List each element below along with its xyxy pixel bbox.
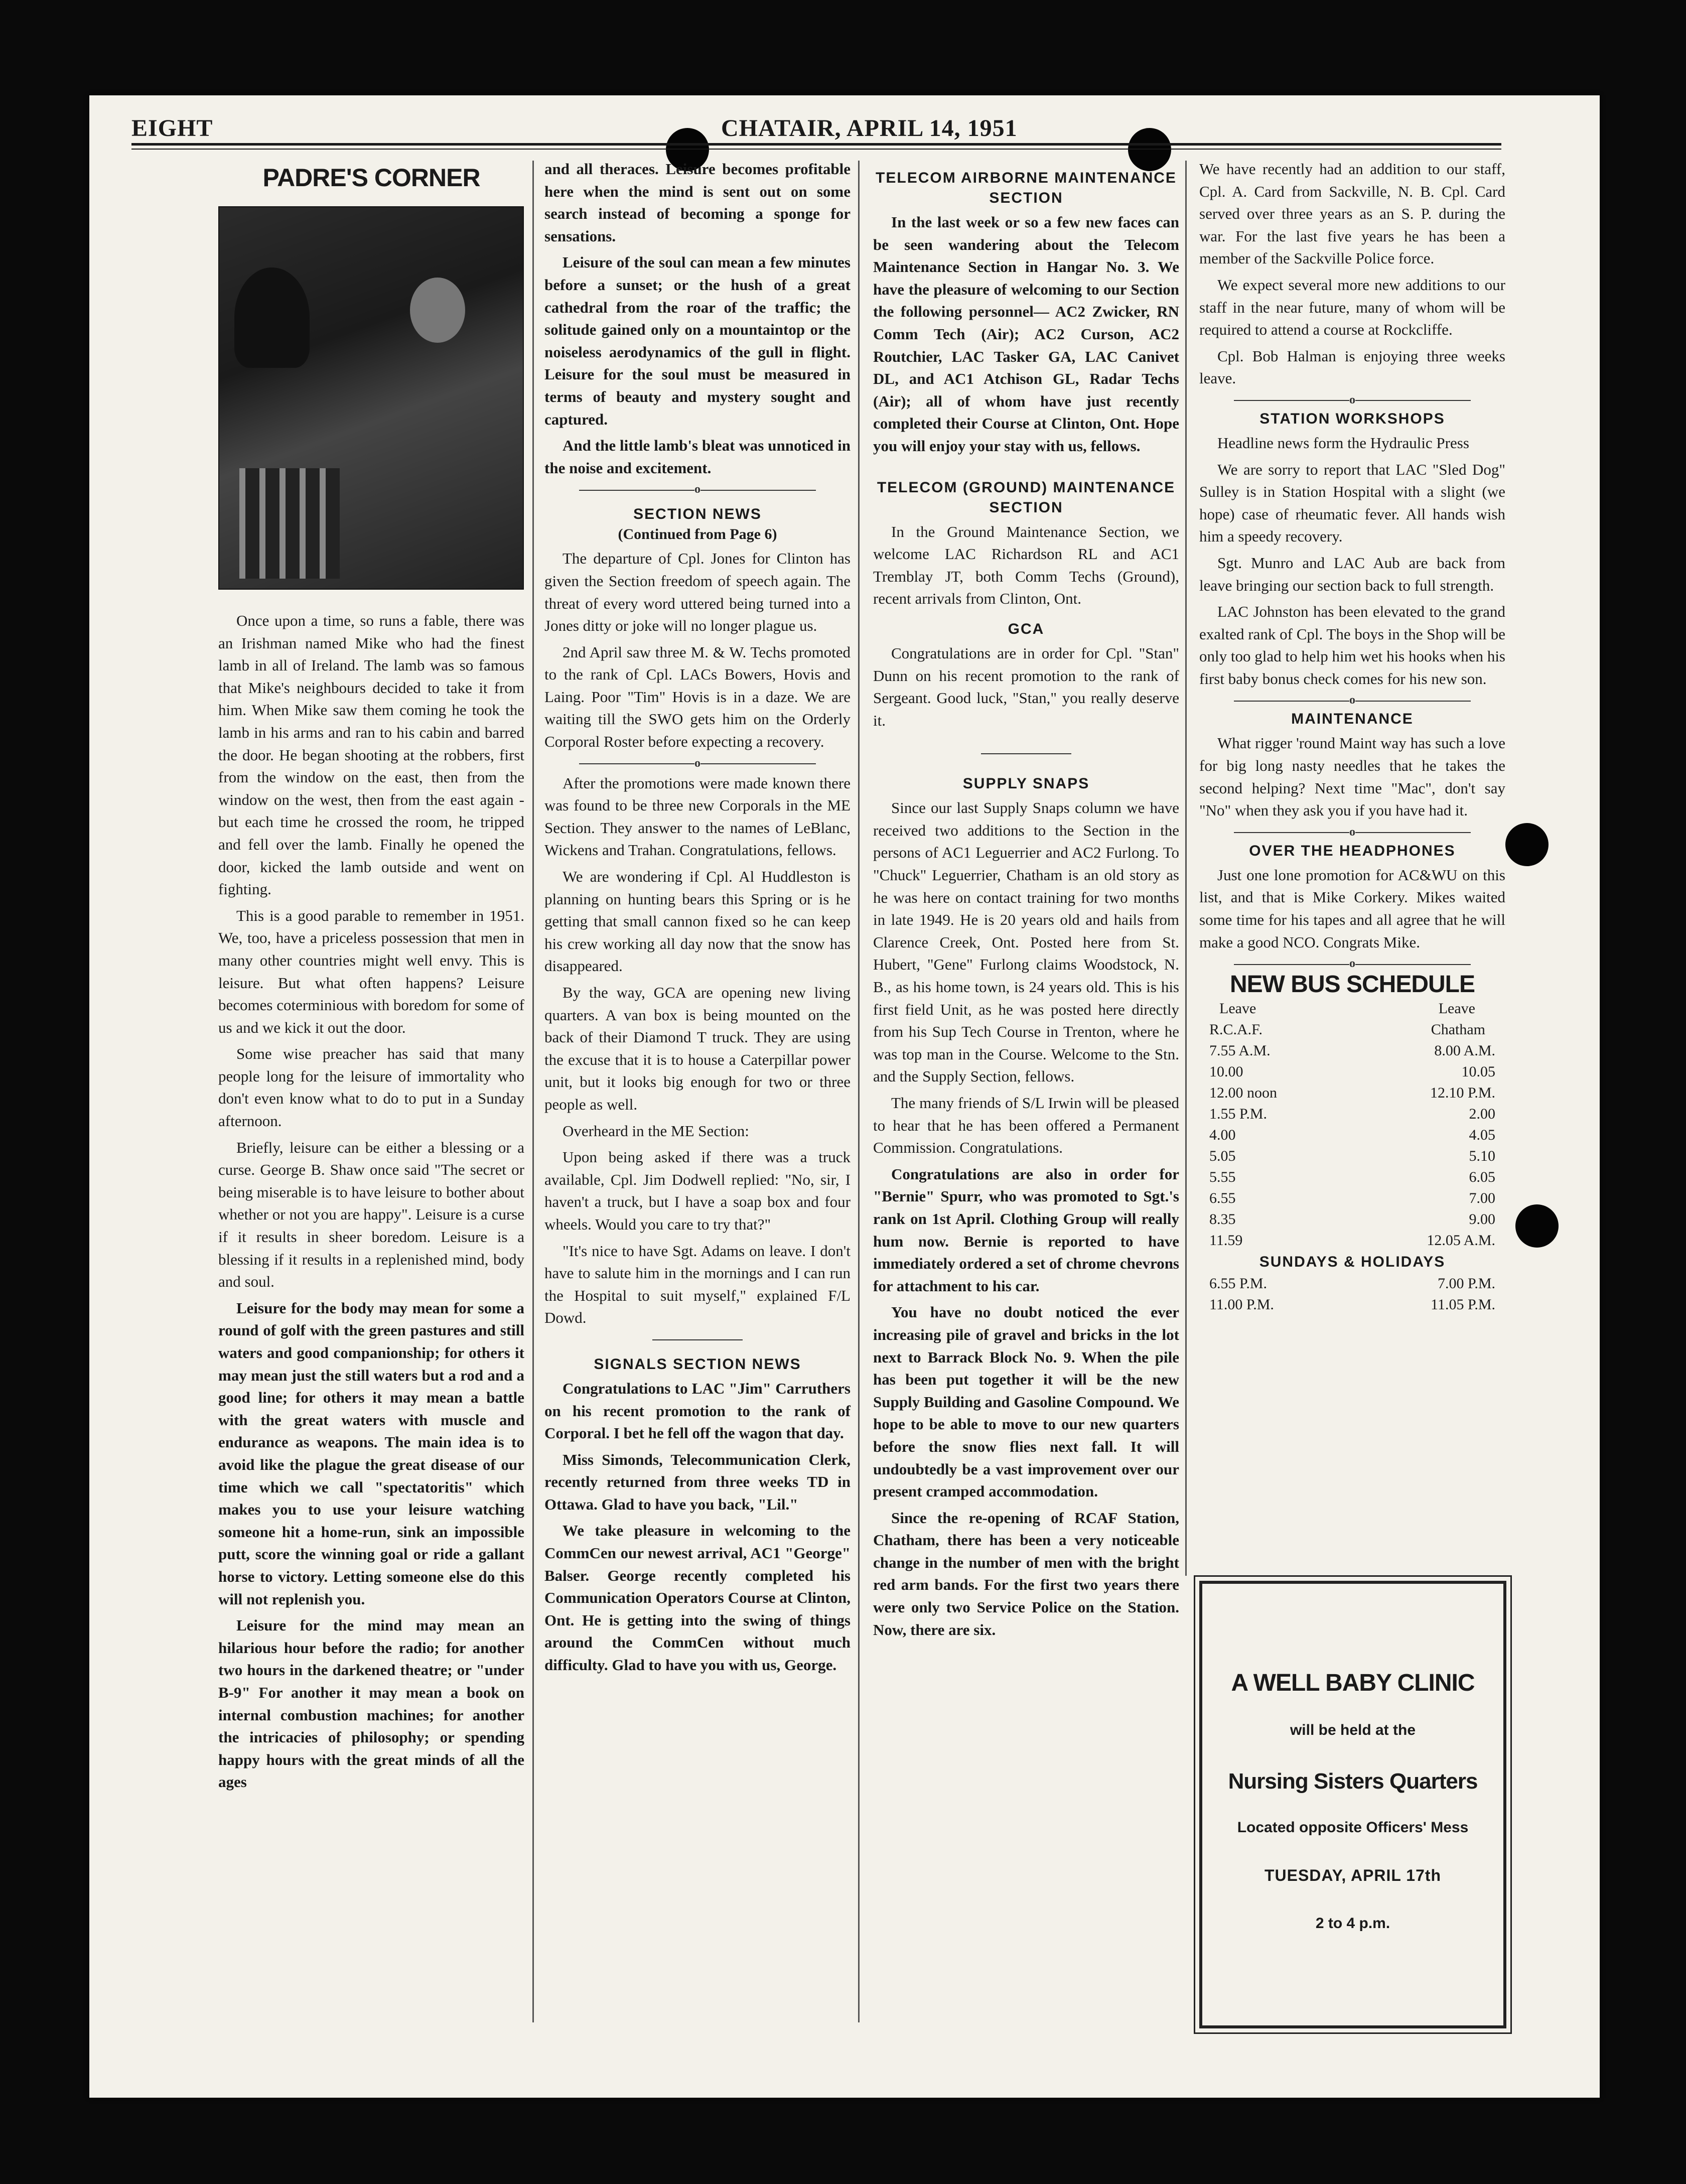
- bus-time-rcaf: 1.55 P.M.: [1209, 1105, 1268, 1122]
- article-paragraph: Headline news form the Hydraulic Press: [1217, 434, 1469, 452]
- bus-time-rcaf: 7.55 A.M.: [1209, 1042, 1271, 1059]
- article-paragraph: We expect several more new additions to our staff in the near future, many of whom will be required to attend a course at Rockcliffe.: [1199, 276, 1505, 339]
- airborne-title: TELECOM AIRBORNE MAINTENANCE SECTION: [876, 170, 1177, 206]
- column-rule: [532, 161, 534, 2022]
- header-rule-thin: [131, 149, 1501, 150]
- article-paragraph: We have recently had an addition to our staff, Cpl. A. Card from Sackville, N. B. Cpl. Card served over three years as an S. P. during the war. For the last five years he has been a member of the Sackville Police force.: [1199, 160, 1505, 267]
- bus-time-chatham: 2.00: [1469, 1105, 1495, 1122]
- article-paragraph: In the last week or so a few new faces can be seen wandering about the Telecom Maintenance Section in Hangar No. 3. We have the pleasure of welcoming to our Section the following personnel— AC2 Zwicker, RN Comm Tech (Air); AC2 Curson, AC2 Routchier, LAC Tasker GA, LAC Canivet DL, and AC1 Atchison GL, Radar Techs (Air); all of whom have just recently completed their Course at Clinton, Ont. Hope you will enjoy your stay with us, fellows.: [873, 213, 1179, 455]
- bus-time-rcaf: 12.00 noon: [1209, 1084, 1277, 1101]
- separator: o: [544, 757, 851, 769]
- article-paragraph: Just one lone promotion for AC&WU on this list, and that is Mike Corkery. Mikes waited some time for his tapes and all agree that he will make a good NCO. Congrats Mike.: [1199, 866, 1505, 951]
- bus-time-chatham: 10.05: [1461, 1063, 1495, 1080]
- separator: [544, 1333, 851, 1345]
- bus-time-rcaf: 10.00: [1209, 1063, 1243, 1080]
- bus-time-chatham: 4.05: [1469, 1126, 1495, 1143]
- bus-schedule-table: [1199, 998, 1505, 1251]
- punch-hole: [1505, 823, 1549, 866]
- bus-time-chatham: 5.10: [1469, 1147, 1495, 1164]
- bus-row: [1199, 1040, 1505, 1061]
- masthead: CHATAIR, APRIL 14, 1951: [721, 115, 1018, 142]
- photo-chair: [239, 468, 340, 579]
- bus-row: [1199, 1188, 1505, 1209]
- article-paragraph: Leisure for the body may mean for some a round of golf with the green pastures and still waters and good companionship; for others it may mean just the still waters but a rod and a good line; for others it may mean a battle with the great waters with muscle and endurance as weapons. The main idea is to avoid like the plague the great disease of our time which we call "spectatoritis" which makes you to use your leisure watching someone hit a home-run, sink an impossible putt, score the winning goal or ride a gallant horse to victory. Letting someone else do this will not replenish you.: [218, 1299, 524, 1608]
- bus-row: [1199, 1294, 1505, 1315]
- bus-time-chatham: 7.00 P.M.: [1437, 1275, 1495, 1292]
- bus-time-chatham: 12.10 P.M.: [1430, 1084, 1495, 1101]
- bus-time-rcaf: 5.55: [1209, 1168, 1236, 1185]
- separator: o: [1199, 394, 1505, 406]
- article-paragraph: You have no doubt noticed the ever increasing pile of gravel and bricks in the lot next to Barrack Block No. 9. When the pile has been put together it will be the new Supply Building and Gasoline Compound. We hope to be able to move to our new quarters before the snow flies next fall. It will undoubtedly be a vast improvement over our present cramped accommodation.: [873, 1303, 1179, 1500]
- article-paragraph: and all theraces. Leisure becomes profitable here when the mind is sent out on some search instead of becoming a sponge for sensations.: [544, 160, 851, 245]
- bus-row: [1199, 1125, 1505, 1146]
- padres-corner-title: PADRE'S CORNER: [262, 164, 480, 192]
- article-paragraph: Congratulations are also in order for "Bernie" Spurr, who was promoted to Sgt.'s rank on 1st April. Clothing Group will really hum now. Bernie is reported to have immediately ordered a set of chrome chevrons for attachment to his car.: [873, 1165, 1179, 1295]
- bus-time-rcaf: 4.00: [1209, 1126, 1236, 1143]
- bus-time-chatham: 6.05: [1469, 1168, 1495, 1185]
- bus-schedule-title: NEW BUS SCHEDULE: [1229, 971, 1475, 998]
- article-paragraph: LAC Johnston has been elevated to the grand exalted rank of Cpl. The boys in the Shop will be only too glad to help him wet his hooks when his first baby bonus check comes for his new son.: [1199, 603, 1505, 688]
- bus-row: [1199, 1082, 1505, 1104]
- bus-time-rcaf: 5.05: [1209, 1147, 1236, 1164]
- separator: o: [544, 483, 851, 495]
- article-paragraph: Leisure for the mind may mean an hilarious hour before the radio; for another two hours in the darkened theatre; or "under B-9" For another it may mean a book on internal combustion machines; for another the intricacies of philosophy; or spending happy hours with the great minds of all the ages: [218, 1616, 524, 1791]
- bus-col-head: Chatham: [1431, 1021, 1485, 1038]
- bus-col-head: Leave: [1438, 1000, 1475, 1017]
- bus-col-head: Leave: [1219, 1000, 1256, 1017]
- bus-time-chatham: 8.00 A.M.: [1434, 1042, 1495, 1059]
- ad-title: A WELL BABY CLINIC: [1231, 1670, 1475, 1696]
- bus-holiday-title: SUNDAYS & HOLIDAYS: [1259, 1253, 1446, 1270]
- article-paragraph: The departure of Cpl. Jones for Clinton has given the Section freedom of speech again. The threat of every word uttered being turned into a Jones ditty or joke will no longer plague us.: [544, 550, 851, 635]
- bus-row: [1199, 1146, 1505, 1167]
- bus-time-rcaf: 11.59: [1209, 1232, 1243, 1249]
- bus-row: [1199, 1209, 1505, 1230]
- bus-holiday-table: [1199, 1273, 1505, 1315]
- bus-row: [1199, 1167, 1505, 1188]
- column-3: [873, 158, 1179, 1645]
- bus-time-rcaf: 11.00 P.M.: [1209, 1296, 1274, 1313]
- column-1: [218, 158, 524, 1798]
- bus-time-chatham: 7.00: [1469, 1189, 1495, 1206]
- article-paragraph: Since our last Supply Snaps column we have received two additions to the Section in the persons of AC1 Leguerrier and AC2 Furlong. To "Chuck" Leguerrier, Chatham is an old story as he was here on contact training for two months in late 1949. He is 20 years old and hails from Clarence Creek, Ont. Posted here from St. Hubert, "Gene" Furlong claims Woodstock, N. B., as his home town, is 24 years old. This is his first field Unit, as he was posted here directly from his Sup Tech Course in Trenton, where he was top man in the Course. Welcome to the Stn. and the Supply Section, fellows.: [873, 799, 1179, 1085]
- supply-snaps-title: SUPPLY SNAPS: [962, 775, 1090, 792]
- ad-date: TUESDAY, APRIL 17th: [1264, 1866, 1442, 1884]
- article-paragraph: We are wondering if Cpl. Al Huddleston is planning on hunting bears this Spring or is he getting that small cannon fixed so he can keep his crew working all day now that the snow has disappeared.: [544, 868, 851, 975]
- headphones-title: OVER THE HEADPHONES: [1249, 842, 1456, 859]
- article-paragraph: 2nd April saw three M. & W. Techs promoted to the rank of Cpl. LACs Bowers, Hovis and Laing. Poor "Tim" Hovis is in a daze. We are waiting till the SWO gets him on the Orderly Corporal Roster before expecting a recovery.: [544, 643, 851, 751]
- article-paragraph: By the way, GCA are opening new living quarters. A van box is being mounted on the back of their Diamond T truck. They are using the excuse that it is to house a Caterpillar power unit, but it looks big enough for two or three people as well.: [544, 984, 851, 1113]
- column-rule: [858, 161, 860, 2022]
- article-paragraph: We take pleasure in welcoming to the CommCen our newest arrival, AC1 "George" Balser. George recently completed his Communication Operators Course at Clinton, Ont. He is getting into the swing of things around the CommCen without much difficulty. Glad to have you with us, George.: [544, 1522, 851, 1674]
- gca-title: GCA: [1008, 620, 1045, 637]
- photo-figure: [410, 278, 465, 343]
- bus-col-head: R.C.A.F.: [1209, 1021, 1262, 1038]
- padre-photo: [218, 206, 524, 590]
- column-2: [544, 158, 851, 1681]
- article-paragraph: Overheard in the ME Section:: [563, 1122, 749, 1140]
- article-paragraph: Cpl. Bob Halman is enjoying three weeks leave.: [1199, 347, 1505, 387]
- article-paragraph: Leisure of the soul can mean a few minutes before a sunset; or the hush of a great cathedral from the roar of the traffic; the solitude gained only on a mountaintop or the noiseless aerodynamics of the gull in flight. Leisure for the soul must be measured in terms of beauty and mystery sought and captured.: [544, 253, 851, 428]
- article-paragraph: This is a good parable to remember in 1951. We, too, have a priceless possession that men in many other countries might well envy. This is leisure. But what often happens? Leisure becomes coterminious with boredom for some of us and we kick it out the door.: [218, 906, 524, 1036]
- article-paragraph: Since the re-opening of RCAF Station, Chatham, there has been a very noticeable change in the number of men with the bright red arm bands. For the first two years there were only two Service Police on the Station. Now, there are six.: [873, 1509, 1179, 1639]
- well-baby-clinic-ad: [1199, 1581, 1506, 2028]
- ground-title: TELECOM (GROUND) MAINTENANCE SECTION: [877, 479, 1176, 516]
- article-paragraph: "It's nice to have Sgt. Adams on leave. I don't have to salute him in the mornings and I can run the Hospital to suit myself," explained F/L Dowd.: [544, 1242, 851, 1327]
- article-paragraph: Congratulations to LAC "Jim" Carruthers on his recent promotion to the rank of Corporal. I bet he fell off the wagon that day.: [544, 1379, 851, 1442]
- page-header: [131, 114, 1501, 145]
- article-paragraph: Sgt. Munro and LAC Aub are back from leave bringing our section back to full strength.: [1199, 554, 1505, 594]
- article-paragraph: Congratulations are in order for Cpl. "Stan" Dunn on his recent promotion to the rank of Sergeant. Good luck, "Stan," you really deserve it.: [873, 644, 1179, 729]
- article-paragraph: The many friends of S/L Irwin will be pleased to hear that he has been offered a Permanent Commission. Congratulations.: [873, 1094, 1179, 1157]
- article-paragraph: Once upon a time, so runs a fable, there was an Irishman named Mike who had the finest lamb in all of Ireland. The lamb was so famous that Mike's neighbours decided to take it from him. When Mike saw them coming he took the lamb in his arms and ran to his cabin and barred the door. He began shooting at the robbers, first from the window on the east, then from the window on the west, then from the east again - but each time he crossed the room, he tripped and fell over the lamb. Finally he opened the door, kicked the lamb outside and went on fighting.: [218, 612, 524, 898]
- bus-time-chatham: 12.05 A.M.: [1427, 1232, 1495, 1249]
- article-paragraph: Upon being asked if there was a truck available, Cpl. Jim Dodwell replied: "No, sir, I haven't a truck, but I have a soap box and four wheels. Would you care to try that?": [544, 1148, 851, 1233]
- bus-row: [1199, 1273, 1505, 1294]
- bus-row: [1199, 1104, 1505, 1125]
- separator: [873, 747, 1179, 759]
- separator: o: [1199, 958, 1505, 970]
- column-4: [1199, 158, 1505, 1315]
- article-paragraph: Some wise preacher has said that many people long for the leisure of immortality who don't even know what to do to put in a Sunday afternoon.: [218, 1045, 524, 1130]
- bus-time-chatham: 11.05 P.M.: [1431, 1296, 1495, 1313]
- workshops-title: STATION WORKSHOPS: [1259, 410, 1445, 427]
- bus-row: [1199, 1230, 1505, 1251]
- ad-location: Nursing Sisters Quarters: [1228, 1769, 1478, 1794]
- bus-row: [1199, 1061, 1505, 1082]
- page-number: EIGHT: [131, 115, 213, 142]
- punch-hole: [1515, 1204, 1559, 1248]
- bus-time-rcaf: 6.55: [1209, 1189, 1236, 1206]
- column-rule: [1185, 161, 1187, 1576]
- bus-time-rcaf: 6.55 P.M.: [1209, 1275, 1268, 1292]
- ad-text: will be held at the: [1290, 1722, 1416, 1738]
- bus-time-rcaf: 8.35: [1209, 1210, 1236, 1227]
- signals-news-title: SIGNALS SECTION NEWS: [594, 1355, 801, 1373]
- header-rule: [131, 143, 1501, 146]
- separator: o: [1199, 826, 1505, 838]
- ad-text: Located opposite Officers' Mess: [1237, 1819, 1469, 1836]
- separator: o: [1199, 694, 1505, 706]
- article-paragraph: And the little lamb's bleat was unnoticed in the noise and excitement.: [544, 437, 851, 477]
- article-paragraph: After the promotions were made known there was found to be three new Corporals in the ME Section. They answer to the names of LeBlanc, Wickens and Trahan. Congratulations, fellows.: [544, 774, 851, 859]
- photo-figure: [234, 267, 310, 368]
- maintenance-title: MAINTENANCE: [1291, 711, 1414, 728]
- article-paragraph: Miss Simonds, Telecommunication Clerk, recently returned from three weeks TD in Ottawa. Glad to have you back, "Lil.": [544, 1450, 851, 1513]
- ad-time: 2 to 4 p.m.: [1315, 1915, 1390, 1932]
- section-news-subtitle: (Continued from Page 6): [618, 526, 777, 543]
- section-news-title: SECTION NEWS: [633, 506, 762, 523]
- article-paragraph: What rigger 'round Maint way has such a love for big long nasty needles that he takes the second helping? Next time "Mac", don't say "No" when they ask you if you have had it.: [1199, 734, 1505, 820]
- article-paragraph: In the Ground Maintenance Section, we welcome LAC Richardson RL and AC1 Tremblay JT, both Comm Techs (Ground), recent arrivals from Clinton, Ont.: [873, 522, 1179, 608]
- article-paragraph: Briefly, leisure can be either a blessing or a curse. George B. Shaw once said "The secret or being miserable is to have leisure to bother about whether or not you are happy". Leisure is a curse if it results in sheer boredom. Leisure is a blessing if it results in a replenished mind, body and soul.: [218, 1138, 524, 1291]
- article-paragraph: We are sorry to report that LAC "Sled Dog" Sulley is in Station Hospital with a slight (we hope) case of rheumatic fever. All hands wish him a speedy recovery.: [1199, 460, 1505, 545]
- bus-time-chatham: 9.00: [1469, 1210, 1495, 1227]
